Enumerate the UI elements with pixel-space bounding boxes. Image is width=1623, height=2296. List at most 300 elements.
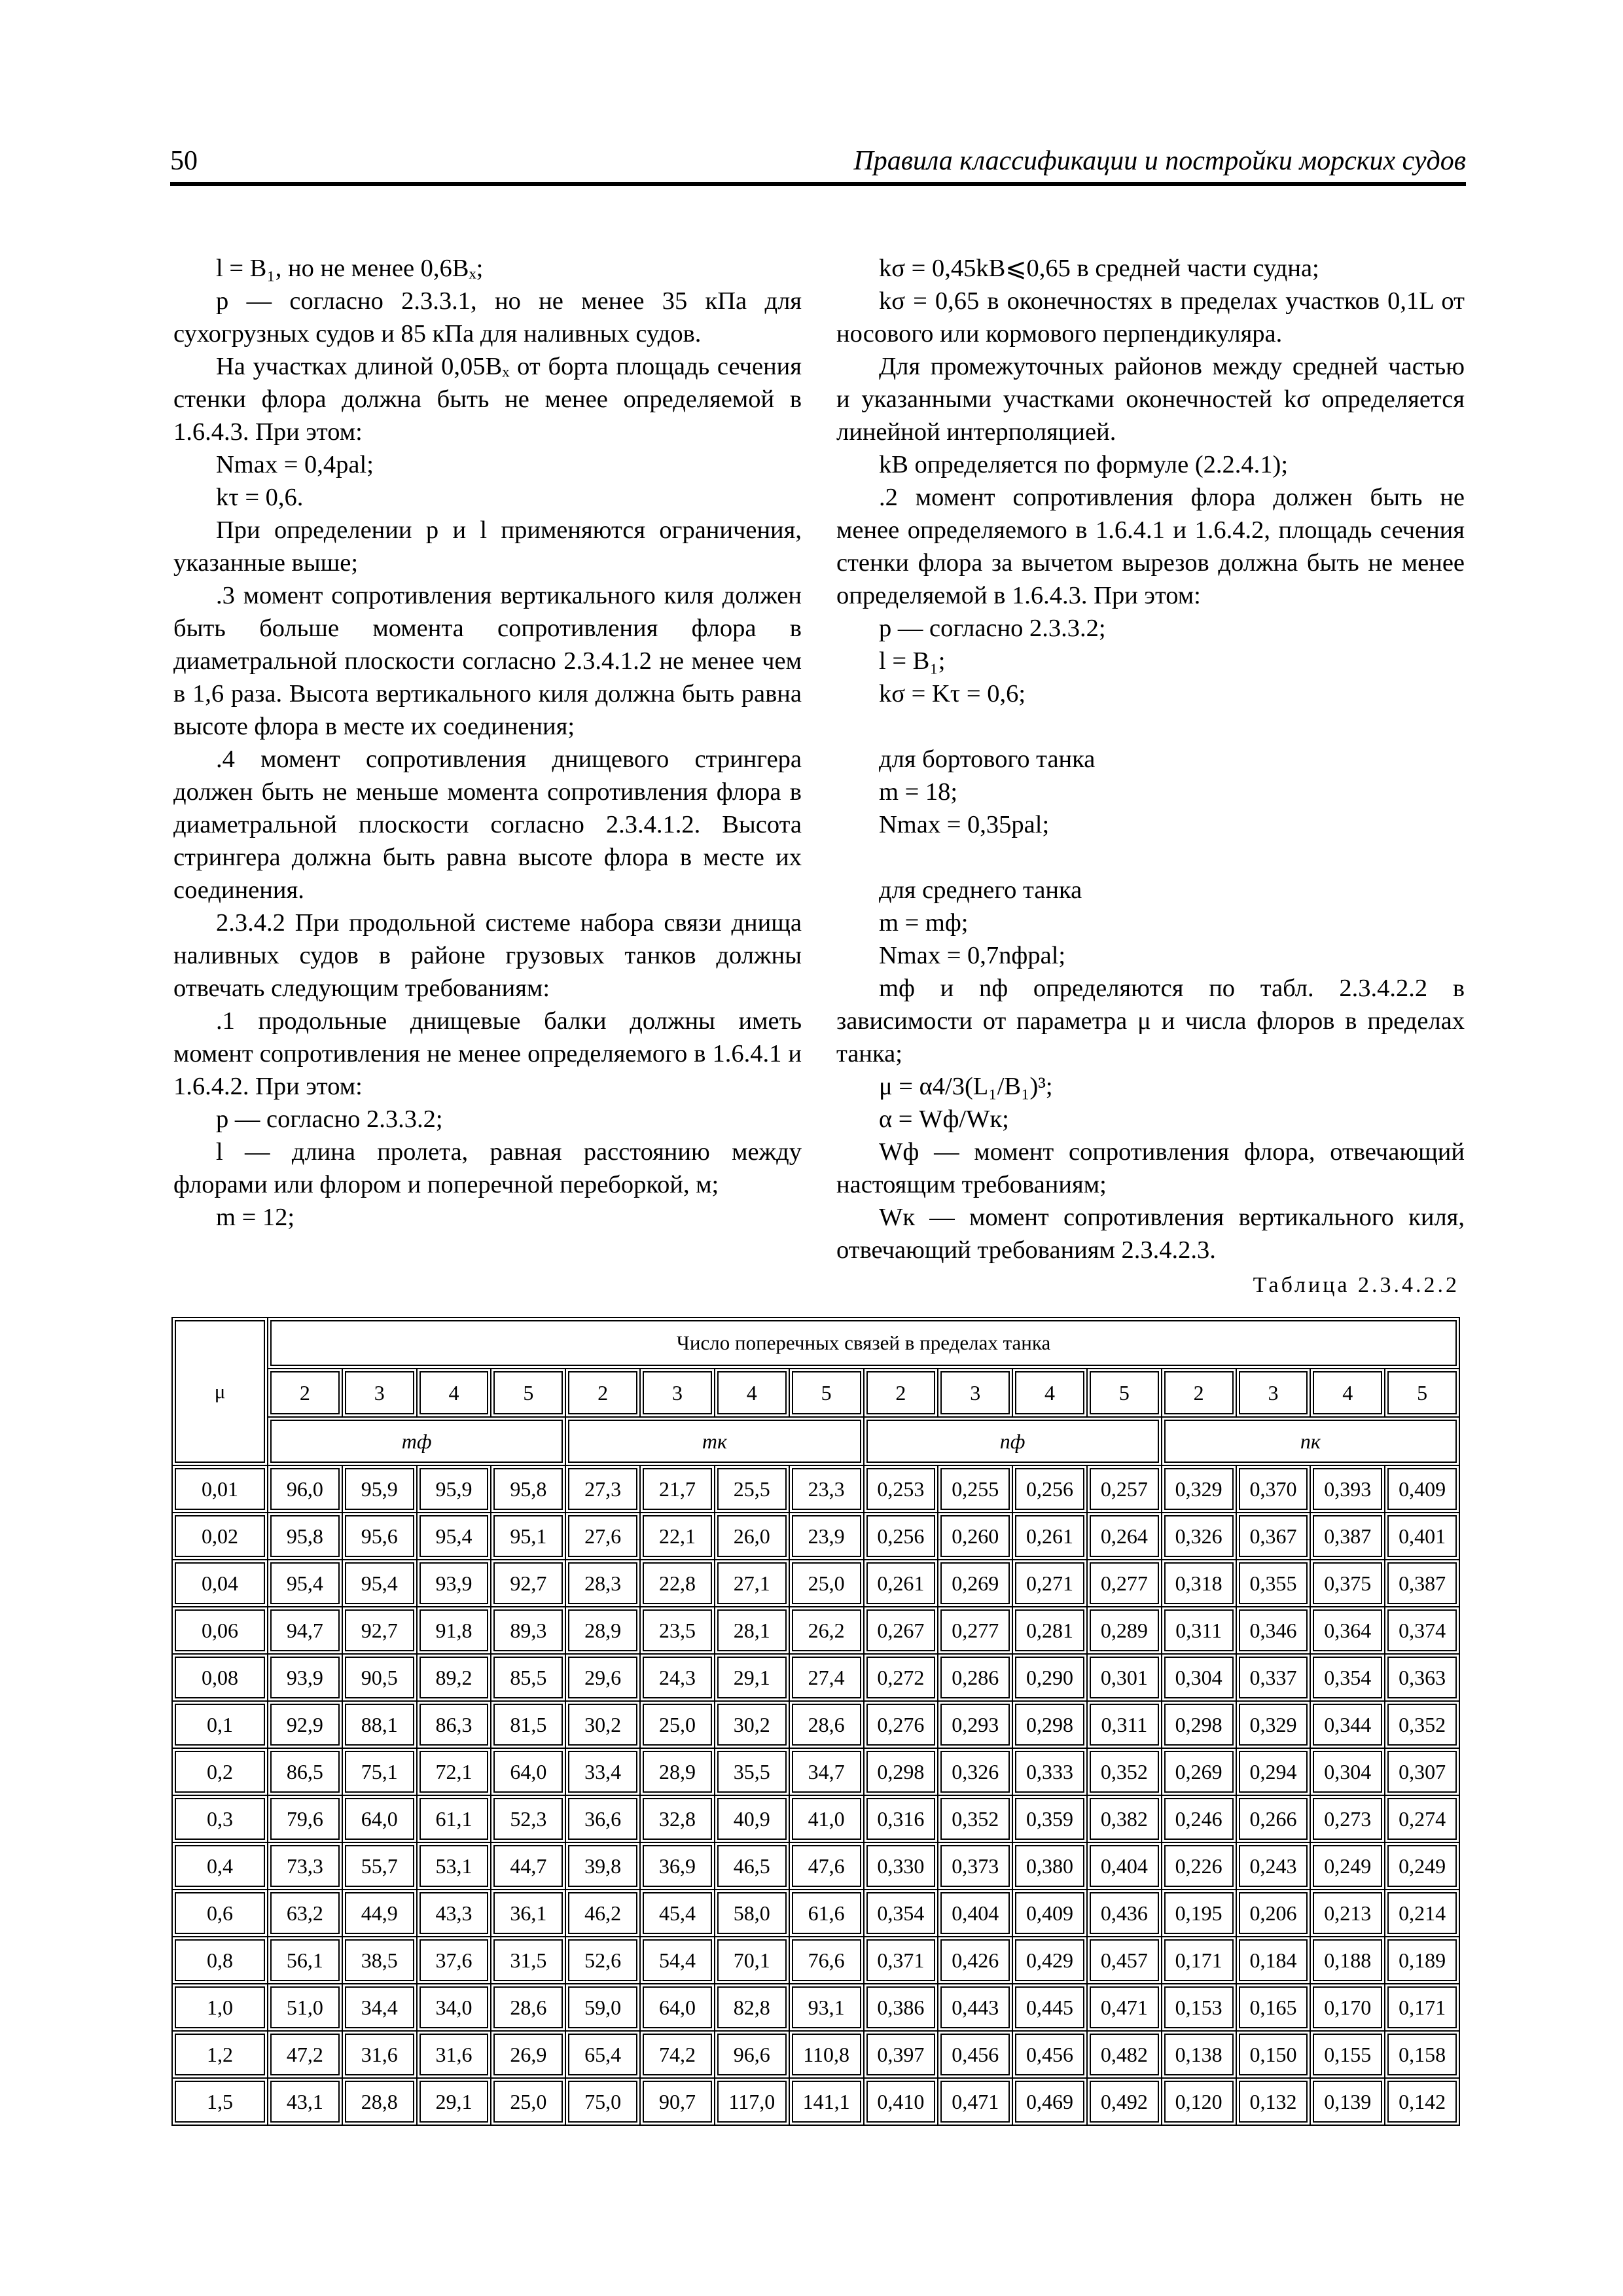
table-cell: 81,5 bbox=[491, 1701, 565, 1748]
group-header-cell: nф bbox=[864, 1417, 1162, 1465]
table-cell: 96,0 bbox=[268, 1465, 342, 1513]
table-cell: 0,346 bbox=[1236, 1607, 1311, 1654]
table-cell: 0,153 bbox=[1162, 1984, 1236, 2031]
table-cell: 44,7 bbox=[491, 1842, 565, 1890]
table-cell: 0,445 bbox=[1012, 1984, 1087, 2031]
table-cell: 91,8 bbox=[417, 1607, 491, 1654]
table-cell: 90,7 bbox=[640, 2078, 715, 2125]
table-cell: 95,1 bbox=[491, 1513, 565, 1560]
formula-alpha: α = Wф/Wк; bbox=[879, 1105, 1009, 1133]
table-cell: 31,5 bbox=[491, 1937, 565, 1984]
mu-value-cell: 0,08 bbox=[172, 1654, 268, 1701]
table-cell: 0,333 bbox=[1012, 1748, 1087, 1795]
table-cell: 0,276 bbox=[864, 1701, 938, 1748]
table-cell: 0,165 bbox=[1236, 1984, 1311, 2031]
table-cell: 0,363 bbox=[1385, 1654, 1459, 1701]
table-cell: 58,0 bbox=[715, 1890, 789, 1937]
mu-value-cell: 0,6 bbox=[172, 1890, 268, 1937]
table-cell: 0,261 bbox=[864, 1560, 938, 1607]
table-cell: 55,7 bbox=[342, 1842, 417, 1890]
table-cell: 0,380 bbox=[1012, 1842, 1087, 1890]
table-cell: 76,6 bbox=[789, 1937, 864, 1984]
table-cell: 0,382 bbox=[1087, 1795, 1162, 1842]
formula-p-right: p — согласно 2.3.3.2; bbox=[879, 615, 1106, 642]
table-cell: 0,273 bbox=[1310, 1795, 1385, 1842]
table-cell: 23,9 bbox=[789, 1513, 864, 1560]
label-center-tank: для среднего танка bbox=[879, 876, 1082, 904]
table-row bbox=[172, 1701, 1459, 1748]
table-cell: 43,1 bbox=[268, 2078, 342, 2125]
formula-ksigma-ktau: kσ = Kτ = 0,6; bbox=[879, 680, 1026, 708]
table-cell: 0,266 bbox=[1236, 1795, 1311, 1842]
table-cell: 25,5 bbox=[715, 1465, 789, 1513]
table-cell: 88,1 bbox=[342, 1701, 417, 1748]
count-header-cell: 4 bbox=[1012, 1369, 1087, 1417]
table-cell: 63,2 bbox=[268, 1890, 342, 1937]
table-row bbox=[172, 1984, 1459, 2031]
table-cell: 93,9 bbox=[268, 1654, 342, 1701]
count-header-cell: 2 bbox=[1162, 1369, 1236, 1417]
table-cell: 89,2 bbox=[417, 1654, 491, 1701]
table-cell: 95,8 bbox=[491, 1465, 565, 1513]
table-cell: 0,337 bbox=[1236, 1654, 1311, 1701]
label-side-tank: для бортового танка bbox=[879, 745, 1096, 773]
table-cell: 0,290 bbox=[1012, 1654, 1087, 1701]
table-cell: 0,281 bbox=[1012, 1607, 1087, 1654]
table-cell: 117,0 bbox=[715, 2078, 789, 2125]
table-row bbox=[172, 2031, 1459, 2078]
count-header-cell: 3 bbox=[342, 1369, 417, 1417]
table-cell: 0,329 bbox=[1236, 1701, 1311, 1748]
table-cell: 36,6 bbox=[565, 1795, 640, 1842]
table-cell: 0,482 bbox=[1087, 2031, 1162, 2078]
table-cell: 93,9 bbox=[417, 1560, 491, 1607]
table-cell: 36,1 bbox=[491, 1890, 565, 1937]
paragraph-span: l — длина пролета, равная расстоянию между флорами или флором и поперечной переборкой, м; bbox=[173, 1138, 802, 1198]
table-cell: 27,4 bbox=[789, 1654, 864, 1701]
table-row bbox=[172, 1607, 1459, 1654]
table-cell: 0,311 bbox=[1162, 1607, 1236, 1654]
table-cell: 95,6 bbox=[342, 1513, 417, 1560]
table-cell: 27,6 bbox=[565, 1513, 640, 1560]
table-row bbox=[172, 1465, 1459, 1513]
table-cell: 46,5 bbox=[715, 1842, 789, 1890]
table-cell: 61,1 bbox=[417, 1795, 491, 1842]
table-cell: 95,9 bbox=[342, 1465, 417, 1513]
table-cell: 65,4 bbox=[565, 2031, 640, 2078]
table-cell: 34,7 bbox=[789, 1748, 864, 1795]
table-cell: 75,1 bbox=[342, 1748, 417, 1795]
count-header-cell: 2 bbox=[268, 1369, 342, 1417]
table-cell: 0,257 bbox=[1087, 1465, 1162, 1513]
paragraph-p-load: p — согласно 2.3.3.1, но не менее 35 кПа для сухогрузных судов и 85 кПа для наливных судов. bbox=[173, 287, 802, 348]
paragraph-kb: kB определяется по формуле (2.2.4.1); bbox=[879, 451, 1289, 478]
group-header-cell: mк bbox=[565, 1417, 863, 1465]
table-cell: 0,370 bbox=[1236, 1465, 1311, 1513]
table-cell: 0,213 bbox=[1310, 1890, 1385, 1937]
table-cell: 72,1 bbox=[417, 1748, 491, 1795]
mu-header: μ bbox=[172, 1318, 268, 1465]
formula-m-mf: m = mф; bbox=[879, 909, 969, 937]
formula-ktau: kτ = 0,6. bbox=[216, 484, 304, 511]
table-cell: 79,6 bbox=[268, 1795, 342, 1842]
table-cell: 0,269 bbox=[1162, 1748, 1236, 1795]
table-cell: 0,260 bbox=[938, 1513, 1012, 1560]
table-cell: 95,4 bbox=[342, 1560, 417, 1607]
paragraph-item-1: .1 продольные днищевые балки должны иметь момент сопротивления не менее определяемого в 1.6.4.1 и 1.6.4.2. При этом: bbox=[173, 1007, 802, 1100]
table-cell: 0,426 bbox=[938, 1937, 1012, 1984]
table-cell: 95,9 bbox=[417, 1465, 491, 1513]
table-cell: 0,184 bbox=[1236, 1937, 1311, 1984]
table-cell: 0,249 bbox=[1385, 1842, 1459, 1890]
table-cell: 0,471 bbox=[938, 2078, 1012, 2125]
paragraph-wf: Wф — момент сопротивления флора, отвечающий настоящим требованиям; bbox=[836, 1138, 1465, 1198]
table-cell: 44,9 bbox=[342, 1890, 417, 1937]
table-cell: 47,6 bbox=[789, 1842, 864, 1890]
table-cell: 0,318 bbox=[1162, 1560, 1236, 1607]
mu-value-cell: 0,01 bbox=[172, 1465, 268, 1513]
table-cell: 0,329 bbox=[1162, 1465, 1236, 1513]
table-cell: 0,364 bbox=[1310, 1607, 1385, 1654]
count-header-cell: 5 bbox=[491, 1369, 565, 1417]
table-cell: 82,8 bbox=[715, 1984, 789, 2031]
paragraph-mf-nf: mф и nф определяются по табл. 2.3.4.2.2 в зависимости от параметра μ и числа флоров в пределах танка; bbox=[836, 975, 1465, 1067]
table-cell: 28,3 bbox=[565, 1560, 640, 1607]
table-cell: 75,0 bbox=[565, 2078, 640, 2125]
table-cell: 0,404 bbox=[1087, 1842, 1162, 1890]
table-cell: 0,307 bbox=[1385, 1748, 1459, 1795]
count-header-cell: 3 bbox=[1236, 1369, 1311, 1417]
table-cell: 0,352 bbox=[938, 1795, 1012, 1842]
table-cell: 0,352 bbox=[1087, 1748, 1162, 1795]
table-cell: 0,269 bbox=[938, 1560, 1012, 1607]
table-cell: 94,7 bbox=[268, 1607, 342, 1654]
table-cell: 0,298 bbox=[864, 1748, 938, 1795]
table-cell: 53,1 bbox=[417, 1842, 491, 1890]
formula-nmax-side: Nmax = 0,35pal; bbox=[879, 811, 1050, 838]
table-cell: 0,158 bbox=[1385, 2031, 1459, 2078]
mu-value-cell: 0,06 bbox=[172, 1607, 268, 1654]
table-cell: 95,4 bbox=[417, 1513, 491, 1560]
table-cell: 37,6 bbox=[417, 1937, 491, 1984]
table-cell: 0,271 bbox=[1012, 1560, 1087, 1607]
paragraph-item-3: .3 момент сопротивления вертикального киля должен быть больше момента сопротивления флора в диаметральной плоскости согласно 2.3.4.1.2 не менее чем в 1,6 раза. Высота вертикального киля должна быть равна высоте флора в месте их соединения; bbox=[173, 582, 802, 740]
table-cell: 38,5 bbox=[342, 1937, 417, 1984]
table-cell: 0,286 bbox=[938, 1654, 1012, 1701]
table-cell: 0,170 bbox=[1310, 1984, 1385, 2031]
table-cell: 28,8 bbox=[342, 2078, 417, 2125]
formula-nmax-center: Nmax = 0,7nфpal; bbox=[879, 942, 1066, 969]
count-header-cell: 2 bbox=[565, 1369, 640, 1417]
table-cell: 0,436 bbox=[1087, 1890, 1162, 1937]
table-cell: 0,393 bbox=[1310, 1465, 1385, 1513]
table-cell: 0,256 bbox=[1012, 1465, 1087, 1513]
table-cell: 95,4 bbox=[268, 1560, 342, 1607]
table-cell: 64,0 bbox=[491, 1748, 565, 1795]
table-cell: 22,1 bbox=[640, 1513, 715, 1560]
table-cell: 0,397 bbox=[864, 2031, 938, 2078]
table-cell: 0,371 bbox=[864, 1937, 938, 1984]
table-cell: 0,409 bbox=[1012, 1890, 1087, 1937]
table-cell: 0,132 bbox=[1236, 2078, 1311, 2125]
page-header bbox=[170, 145, 1466, 182]
mu-value-cell: 1,5 bbox=[172, 2078, 268, 2125]
table-cell: 26,2 bbox=[789, 1607, 864, 1654]
table-cell: 28,6 bbox=[789, 1701, 864, 1748]
paragraph-wk: Wк — момент сопротивления вертикального киля, отвечающий требованиям 2.3.4.2.3. bbox=[836, 1204, 1465, 1264]
table-cell: 45,4 bbox=[640, 1890, 715, 1937]
table-cell: 0,188 bbox=[1310, 1937, 1385, 1984]
table-cell: 0,150 bbox=[1236, 2031, 1311, 2078]
mu-value-cell: 0,4 bbox=[172, 1842, 268, 1890]
mu-value-cell: 0,2 bbox=[172, 1748, 268, 1795]
table-cell: 0,189 bbox=[1385, 1937, 1459, 1984]
span-header: Число поперечных связей в пределах танка bbox=[268, 1318, 1459, 1369]
formula-nmax: Nmax = 0,4pal; bbox=[216, 451, 374, 478]
count-header-cell: 4 bbox=[1310, 1369, 1385, 1417]
count-header-cell: 4 bbox=[417, 1369, 491, 1417]
table-cell: 0,255 bbox=[938, 1465, 1012, 1513]
table-cell: 0,289 bbox=[1087, 1607, 1162, 1654]
table-row bbox=[172, 1654, 1459, 1701]
table-cell: 25,0 bbox=[491, 2078, 565, 2125]
table-cell: 28,9 bbox=[565, 1607, 640, 1654]
table-cell: 0,443 bbox=[938, 1984, 1012, 2031]
table-cell: 95,8 bbox=[268, 1513, 342, 1560]
table-cell: 25,0 bbox=[789, 1560, 864, 1607]
table-cell: 0,375 bbox=[1310, 1560, 1385, 1607]
mu-value-cell: 1,2 bbox=[172, 2031, 268, 2078]
paragraph-web-area: На участках длиной 0,05Bₓ от борта площадь сечения стенки флора должна быть не менее определяемой в 1.6.4.3. При этом: bbox=[173, 353, 802, 446]
table-cell: 33,4 bbox=[565, 1748, 640, 1795]
count-header-cell: 5 bbox=[789, 1369, 864, 1417]
table-cell: 61,6 bbox=[789, 1890, 864, 1937]
table-cell: 24,3 bbox=[640, 1654, 715, 1701]
mu-value-cell: 0,8 bbox=[172, 1937, 268, 1984]
table-cell: 0,492 bbox=[1087, 2078, 1162, 2125]
table-cell: 0,195 bbox=[1162, 1890, 1236, 1937]
table-cell: 141,1 bbox=[789, 2078, 864, 2125]
count-header-cell: 5 bbox=[1087, 1369, 1162, 1417]
count-header-cell: 3 bbox=[938, 1369, 1012, 1417]
table-cell: 31,6 bbox=[417, 2031, 491, 2078]
mu-value-cell: 0,04 bbox=[172, 1560, 268, 1607]
table-cell: 0,304 bbox=[1310, 1748, 1385, 1795]
table-cell: 23,5 bbox=[640, 1607, 715, 1654]
table-cell: 0,401 bbox=[1385, 1513, 1459, 1560]
table-cell: 39,8 bbox=[565, 1842, 640, 1890]
table-cell: 0,311 bbox=[1087, 1701, 1162, 1748]
table-cell: 0,253 bbox=[864, 1465, 938, 1513]
table-caption: Таблица 2.3.4.2.2 bbox=[1253, 1273, 1459, 1297]
table-cell: 0,214 bbox=[1385, 1890, 1459, 1937]
table-cell: 34,4 bbox=[342, 1984, 417, 2031]
table-cell: 96,6 bbox=[715, 2031, 789, 2078]
table-cell: 0,344 bbox=[1310, 1701, 1385, 1748]
table-cell: 0,456 bbox=[938, 2031, 1012, 2078]
formula-ksigma-ends: kσ = 0,65 в оконечностях в пределах участков 0,1L от носового или кормового перпендикуляра. bbox=[836, 287, 1465, 348]
table-cell: 70,1 bbox=[715, 1937, 789, 1984]
table-row bbox=[172, 1890, 1459, 1937]
paragraph-limits: При определении p и l применяются ограничения, указанные выше; bbox=[173, 516, 802, 577]
table-cell: 51,0 bbox=[268, 1984, 342, 2031]
table-cell: 29,1 bbox=[417, 2078, 491, 2125]
table-cell: 0,387 bbox=[1385, 1560, 1459, 1607]
table-cell: 0,373 bbox=[938, 1842, 1012, 1890]
table-cell: 52,3 bbox=[491, 1795, 565, 1842]
table-cell: 29,6 bbox=[565, 1654, 640, 1701]
group-header-row bbox=[172, 1417, 1459, 1465]
table-cell: 28,9 bbox=[640, 1748, 715, 1795]
paragraph-interpolation: Для промежуточных районов между средней частью и указанными участками оконечностей kσ определяется линейной интерполяцией. bbox=[836, 353, 1465, 446]
group-header-cell: nк bbox=[1162, 1417, 1459, 1465]
table-cell: 0,226 bbox=[1162, 1842, 1236, 1890]
table-cell: 40,9 bbox=[715, 1795, 789, 1842]
table-cell: 0,429 bbox=[1012, 1937, 1087, 1984]
right-column bbox=[836, 252, 1465, 1266]
table-cell: 0,272 bbox=[864, 1654, 938, 1701]
table-cell: 0,316 bbox=[864, 1795, 938, 1842]
table-cell: 0,387 bbox=[1310, 1513, 1385, 1560]
table-cell: 0,277 bbox=[1087, 1560, 1162, 1607]
count-header-cell: 4 bbox=[715, 1369, 789, 1417]
table-cell: 0,120 bbox=[1162, 2078, 1236, 2125]
table-cell: 0,249 bbox=[1310, 1842, 1385, 1890]
table-cell: 27,1 bbox=[715, 1560, 789, 1607]
table-cell: 0,138 bbox=[1162, 2031, 1236, 2078]
table-cell: 31,6 bbox=[342, 2031, 417, 2078]
table-cell: 0,171 bbox=[1162, 1937, 1236, 1984]
formula-m12: m = 12; bbox=[216, 1204, 295, 1231]
table-cell: 0,261 bbox=[1012, 1513, 1087, 1560]
table-cell: 30,2 bbox=[565, 1701, 640, 1748]
table-cell: 0,243 bbox=[1236, 1842, 1311, 1890]
table-cell: 0,330 bbox=[864, 1842, 938, 1890]
table-row bbox=[172, 1560, 1459, 1607]
table-cell: 0,293 bbox=[938, 1701, 1012, 1748]
table-cell: 54,4 bbox=[640, 1937, 715, 1984]
formula-m18: m = 18; bbox=[879, 778, 958, 806]
paragraph-item-4: .4 момент сопротивления днищевого стрингера должен быть не меньше момента сопротивления флора в диаметральной плоскости согласно 2.3.4.1.2. Высота стрингера должна быть равна высоте флора в месте их соединения. bbox=[173, 745, 802, 904]
paragraph-item-2: .2 момент сопротивления флора должен быть не менее определяемого в 1.6.4.1 и 1.6.4.2, площадь сечения стенки флора за вычетом вырезов должна быть не менее определяемой в 1.6.4.3. При этом: bbox=[836, 484, 1465, 609]
paragraph-2-3-4-2: 2.3.4.2 При продольной системе набора связи днища наливных судов в районе грузовых танков должны отвечать следующим требованиям: bbox=[173, 909, 802, 1002]
table-cell: 59,0 bbox=[565, 1984, 640, 2031]
table-cell: 0,354 bbox=[1310, 1654, 1385, 1701]
table-cell: 85,5 bbox=[491, 1654, 565, 1701]
table-cell: 0,471 bbox=[1087, 1984, 1162, 2031]
table-cell: 41,0 bbox=[789, 1795, 864, 1842]
table-cell: 86,5 bbox=[268, 1748, 342, 1795]
table-cell: 0,298 bbox=[1162, 1701, 1236, 1748]
table-cell: 0,386 bbox=[864, 1984, 938, 2031]
table-cell: 52,6 bbox=[565, 1937, 640, 1984]
table-cell: 0,469 bbox=[1012, 2078, 1087, 2125]
table-cell: 0,264 bbox=[1087, 1513, 1162, 1560]
table-cell: 0,404 bbox=[938, 1890, 1012, 1937]
table-cell: 0,354 bbox=[864, 1890, 938, 1937]
table-cell: 86,3 bbox=[417, 1701, 491, 1748]
table-cell: 0,409 bbox=[1385, 1465, 1459, 1513]
table-cell: 0,367 bbox=[1236, 1513, 1311, 1560]
table-cell: 21,7 bbox=[640, 1465, 715, 1513]
table-cell: 46,2 bbox=[565, 1890, 640, 1937]
table-cell: 0,139 bbox=[1310, 2078, 1385, 2125]
table-cell: 90,5 bbox=[342, 1654, 417, 1701]
group-header-cell: mф bbox=[268, 1417, 565, 1465]
table-cell: 0,359 bbox=[1012, 1795, 1087, 1842]
table-row bbox=[172, 2078, 1459, 2125]
table-cell: 0,304 bbox=[1162, 1654, 1236, 1701]
mu-value-cell: 1,0 bbox=[172, 1984, 268, 2031]
table-cell: 34,0 bbox=[417, 1984, 491, 2031]
table-cell: 0,326 bbox=[1162, 1513, 1236, 1560]
table-cell: 0,277 bbox=[938, 1607, 1012, 1654]
table-cell: 23,3 bbox=[789, 1465, 864, 1513]
table-cell: 35,5 bbox=[715, 1748, 789, 1795]
table-row bbox=[172, 1842, 1459, 1890]
table-cell: 28,6 bbox=[491, 1984, 565, 2031]
table-cell: 73,3 bbox=[268, 1842, 342, 1890]
table-cell: 0,456 bbox=[1012, 2031, 1087, 2078]
table-cell: 0,326 bbox=[938, 1748, 1012, 1795]
table-cell: 93,1 bbox=[789, 1984, 864, 2031]
mu-value-cell: 0,1 bbox=[172, 1701, 268, 1748]
table-cell: 30,2 bbox=[715, 1701, 789, 1748]
table-cell: 43,3 bbox=[417, 1890, 491, 1937]
table-cell: 27,3 bbox=[565, 1465, 640, 1513]
table-cell: 26,9 bbox=[491, 2031, 565, 2078]
formula-ksigma-mid: kσ = 0,45kB⩽0,65 в средней части судна; bbox=[879, 255, 1319, 282]
formula-mu: μ = α4/3(L₁/B₁)³; bbox=[879, 1073, 1053, 1100]
table-cell: 26,0 bbox=[715, 1513, 789, 1560]
count-header-cell: 2 bbox=[864, 1369, 938, 1417]
table-cell: 0,301 bbox=[1087, 1654, 1162, 1701]
table-cell: 92,9 bbox=[268, 1701, 342, 1748]
table-cell: 32,8 bbox=[640, 1795, 715, 1842]
table-cell: 0,274 bbox=[1385, 1795, 1459, 1842]
table-cell: 74,2 bbox=[640, 2031, 715, 2078]
table-cell: 0,294 bbox=[1236, 1748, 1311, 1795]
table-cell: 0,457 bbox=[1087, 1937, 1162, 1984]
count-header-cell: 3 bbox=[640, 1369, 715, 1417]
formula-l: l = B₁, но не менее 0,6Bₓ; bbox=[216, 255, 484, 282]
mu-value-cell: 0,3 bbox=[172, 1795, 268, 1842]
table-cell: 47,2 bbox=[268, 2031, 342, 2078]
table-cell: 0,355 bbox=[1236, 1560, 1311, 1607]
coefficient-table bbox=[171, 1317, 1460, 2126]
table-row bbox=[172, 1513, 1459, 1560]
count-header-cell: 5 bbox=[1385, 1369, 1459, 1417]
mu-value-cell: 0,02 bbox=[172, 1513, 268, 1560]
table-cell: 0,352 bbox=[1385, 1701, 1459, 1748]
table-cell: 110,8 bbox=[789, 2031, 864, 2078]
table-cell: 64,0 bbox=[640, 1984, 715, 2031]
table-cell: 0,155 bbox=[1310, 2031, 1385, 2078]
left-column bbox=[173, 252, 802, 1234]
table-cell: 0,298 bbox=[1012, 1701, 1087, 1748]
table-cell: 56,1 bbox=[268, 1937, 342, 1984]
formula-p: p — согласно 2.3.3.2; bbox=[216, 1105, 443, 1133]
table-cell: 0,246 bbox=[1162, 1795, 1236, 1842]
table-cell: 22,8 bbox=[640, 1560, 715, 1607]
table-cell: 28,1 bbox=[715, 1607, 789, 1654]
table-header-row bbox=[172, 1318, 1459, 1369]
table-cell: 25,0 bbox=[640, 1701, 715, 1748]
table-cell: 89,3 bbox=[491, 1607, 565, 1654]
table-cell: 64,0 bbox=[342, 1795, 417, 1842]
table-cell: 92,7 bbox=[491, 1560, 565, 1607]
count-header-row bbox=[172, 1369, 1459, 1417]
